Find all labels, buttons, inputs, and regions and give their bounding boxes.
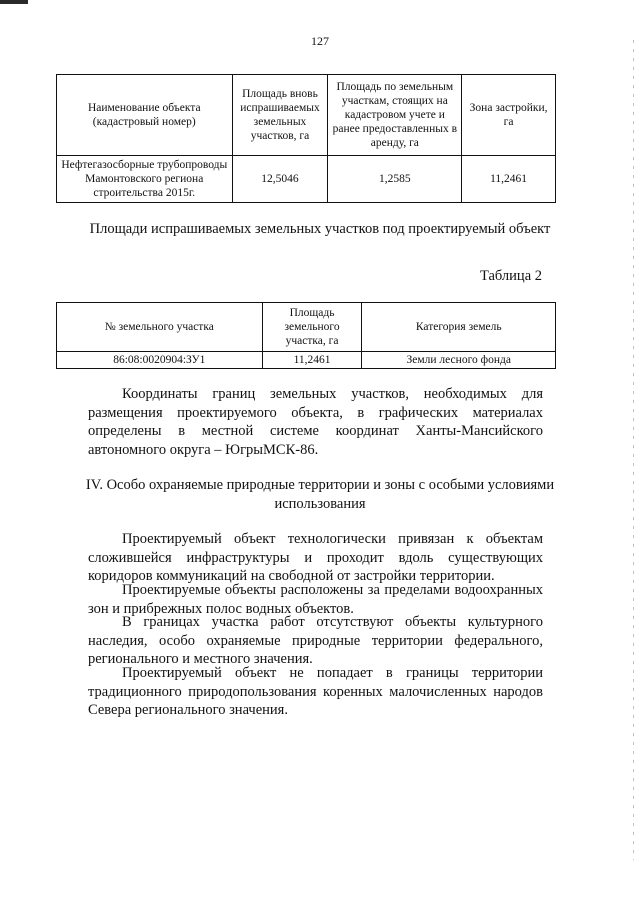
cell-plot-number: 86:08:0020904:ЗУ1 — [57, 352, 263, 369]
cell-plot-area: 11,2461 — [262, 352, 362, 369]
header-new-area: Площадь вновь испрашиваемых земельных участков, га — [232, 75, 328, 156]
header-object-name: Наименование объекта (кадастровый номер) — [57, 75, 233, 156]
table-header-row — [57, 303, 556, 352]
cell-zone-area: 11,2461 — [462, 156, 556, 203]
land-area-table — [56, 74, 556, 203]
coordinates-paragraph: Координаты границ земельных участков, необходимых для размещения проектируемого объекта, в графических материалах определены в местной системе координат Ханты-Мансийского автономного округа – ЮгрыМСК-86. — [88, 386, 543, 458]
land-plot-table — [56, 302, 556, 369]
table-header-row — [57, 75, 556, 156]
table-row — [57, 156, 556, 203]
header-land-category: Категория земель — [362, 303, 556, 352]
table-row — [57, 352, 556, 369]
body-paragraph: Проектируемый объект не попадает в границы территории традиционного природопользования коренных малочисленных народов Севера регионального значения. — [88, 665, 543, 719]
body-paragraph: В границах участка работ отсутствуют объекты культурного наследия, особо охраняемые природные территории федерального, регионального и местного значения. — [88, 614, 543, 668]
scan-artifact — [0, 0, 28, 4]
body-paragraph: Проектируемый объект технологически привязан к объектам сложившейся инфраструктуры и проходит вдоль существующих коридоров коммуникаций на свободной от застройки территории. — [88, 531, 543, 585]
table-caption: Площади испрашиваемых земельных участков под проектируемый объект — [89, 221, 551, 237]
page-number: 127 — [311, 34, 329, 48]
header-plot-number: № земельного участка — [57, 303, 263, 352]
cell-object-name: Нефтегазосборные трубопроводы Мамонтовского региона строительства 2015г. — [57, 156, 233, 203]
cell-land-category: Земли лесного фонда — [362, 352, 556, 369]
scan-edge-artifact — [633, 40, 634, 860]
header-zone-area: Зона застройки, га — [462, 75, 556, 156]
header-plot-area: Площадь земельного участка, га — [262, 303, 362, 352]
cell-registered-area: 1,2585 — [328, 156, 462, 203]
table-label: Таблица 2 — [479, 268, 542, 284]
body-paragraph: Проектируемые объекты расположены за пределами водоохранных зон и прибрежных полос водных объектов. — [88, 582, 543, 617]
header-registered-area: Площадь по земельным участкам, стоящих на кадастровом учете и ранее предоставленных в аренду, га — [328, 75, 462, 156]
cell-new-area: 12,5046 — [232, 156, 328, 203]
section-heading: IV. Особо охраняемые природные территории и зоны с особыми условиями использования — [85, 477, 555, 512]
